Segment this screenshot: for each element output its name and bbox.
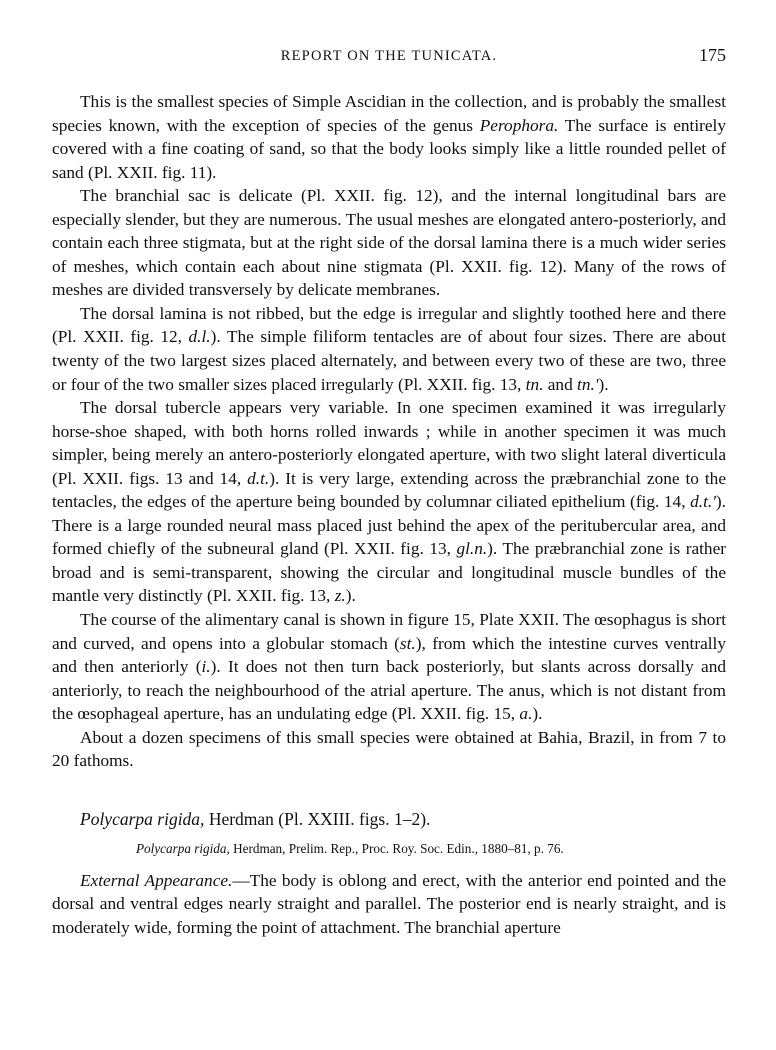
species-heading: Polycarpa rigida, Herdman (Pl. XXIII. figs. 1–2). [80, 808, 431, 829]
paragraph-dorsal-lamina: The dorsal lamina is not ribbed, but the edge is irregular and slightly toothed here and there (Pl. XXII. fig. 12, d.l.). The simple filiform tentacles are of about four sizes. There are about twenty of the two largest sizes placed alternately, and between every two of these are two, three or four of the two smaller sizes placed irregularly (Pl. XXII. fig. 13, tn. and tn.'). [52, 303, 726, 394]
body-text [52, 90, 726, 940]
page-header [52, 40, 726, 70]
paragraph-external-appearance: External Appearance.—The body is oblong and erect, with the anterior end pointed and the dorsal and ventral edges nearly straight and parallel. The posterior end is nearly straight, and is moderately wide, forming the point of attachment. The branchial aperture [52, 870, 726, 937]
running-title: REPORT ON THE TUNICATA. [280, 48, 498, 64]
paragraph-branchial-sac: The branchial sac is delicate (Pl. XXII. fig. 12), and the internal longitudinal bars are especially slender, but they are numerous. The usual meshes are elongated antero-posteriorly, and contain each three stigmata, but at the right side of the dorsal lamina there is a much wider series of meshes, which contain each about nine stigmata (Pl. XXII. fig. 12). Many of the rows of meshes are divided transversely by delicate membranes. [52, 186, 727, 300]
page [52, 40, 726, 940]
paragraph-smallest-species: This is the smallest species of Simple Ascidian in the collection, and is probably the smallest species known, with the exception of species of the genus Perophora. The surface is entirely covered with a fine coating of sand, so that the body looks simply like a little rounded pellet of sand (Pl. XXII. fig. 11). [52, 92, 726, 182]
page-number: 175 [699, 45, 726, 65]
paragraph-specimens-obtained: About a dozen specimens of this small species were obtained at Bahia, Brazil, in from 7 to 20 fathoms. [52, 727, 726, 771]
paragraph-dorsal-tubercle: The dorsal tubercle appears very variable. In one specimen examined it was irregularly horse-shoe shaped, with both horns rolled inwards ; while in another specimen it was much simpler, being merely an antero-posteriorly elongated aperture, with two slight lateral diverticula (Pl. XXII. figs. 13 and 14, d.t.). It is very large, extending across the præbranchial zone to the tentacles, the edges of the aperture being bounded by columnar ciliated epithelium (fig. 14, d.t.'). There is a large rounded neural mass placed just behind the apex of the peritubercular area, and formed chiefly of the subneural gland (Pl. XXII. fig. 13, gl.n.). The præbranchial zone is rather broad and is semi-transparent, showing the circular and longitudinal muscle bundles of the mantle very distinctly (Pl. XXII. fig. 13, z.). [52, 398, 726, 606]
paragraph-alimentary-canal: The course of the alimentary canal is shown in figure 15, Plate XXII. The œsophagus is short and curved, and opens into a globular stomach (st.), from which the intestine curves ventrally and then anteriorly (i.). It does not then turn back posteriorly, but slants across dorsally and anteriorly, to reach the neighbourhood of the atrial aperture. The anus, which is not distant from the œsophageal aperture, has an undulating edge (Pl. XXII. fig. 15, a.). [52, 610, 726, 724]
species-reference: Polycarpa rigida, Herdman, Prelim. Rep., Proc. Roy. Soc. Edin., 1880–81, p. 76. [136, 840, 564, 856]
